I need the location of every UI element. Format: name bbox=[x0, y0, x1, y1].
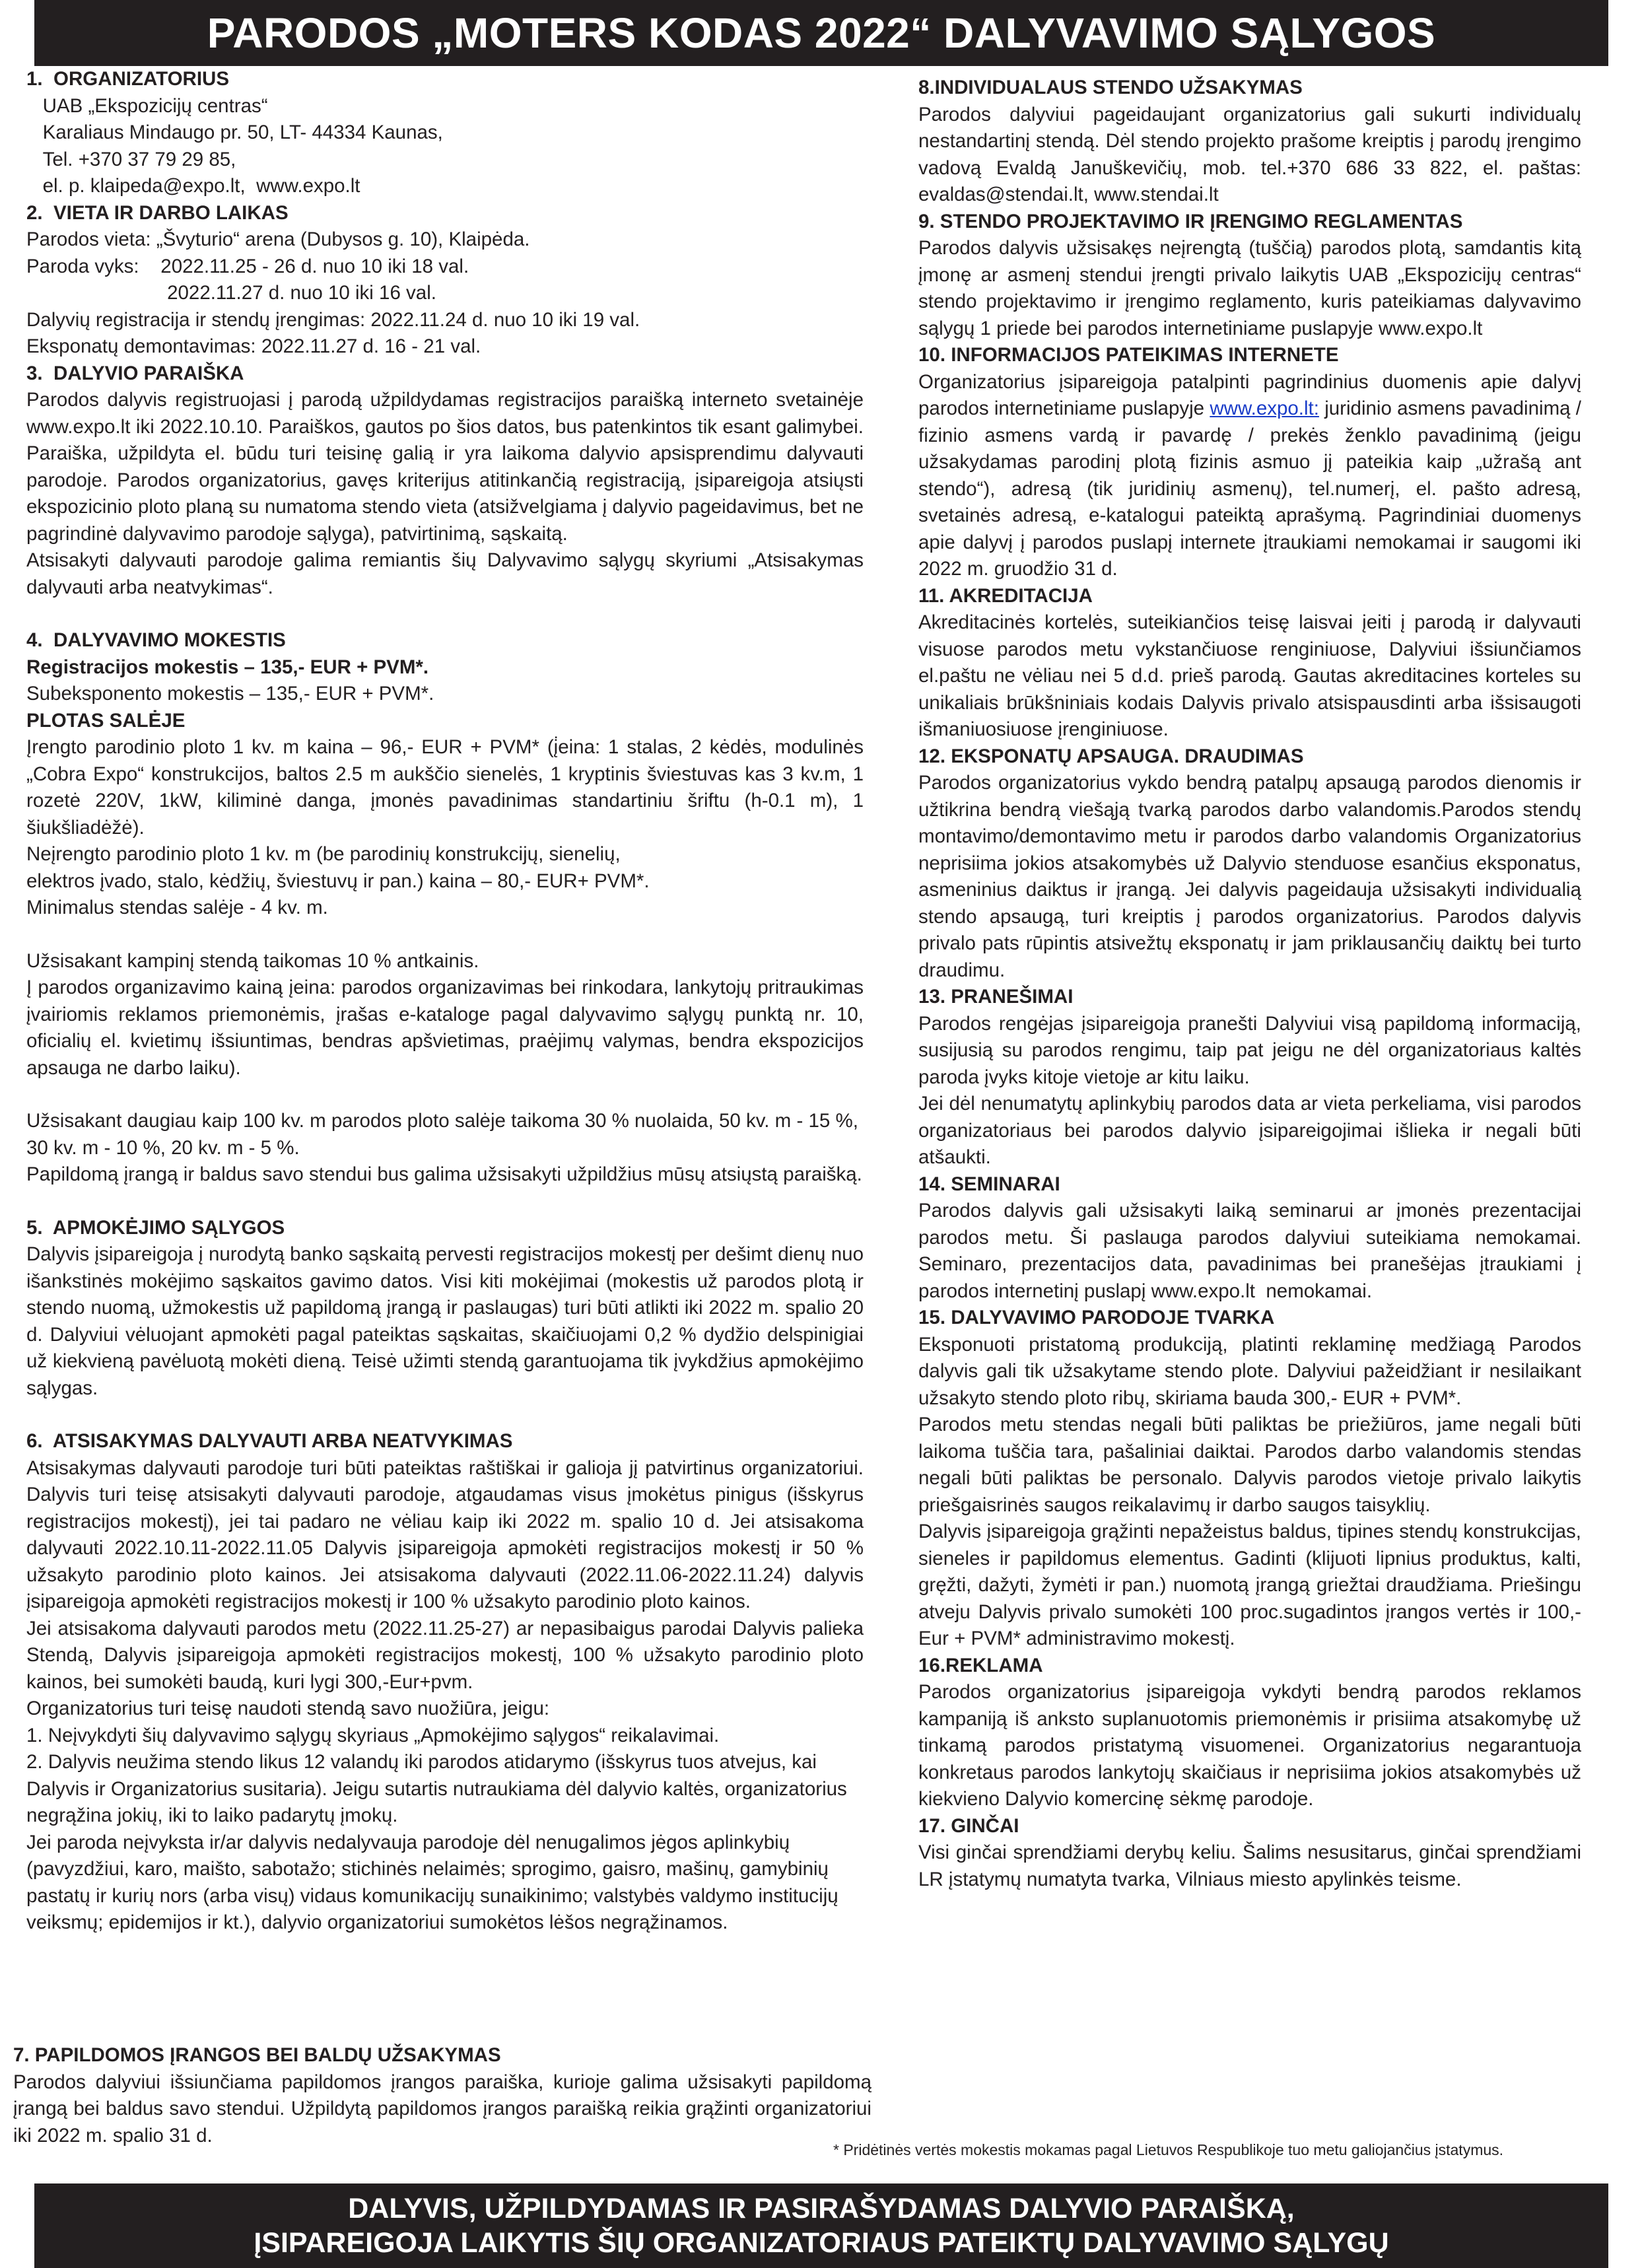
paragraph-text: Organizatorius įsipareigoja patalpinti pagrindinius duomenis apie dalyvį parodos internetiniame puslapyje bbox=[918, 370, 1587, 419]
paragraph-text: elektros įvado, stalo, kėdžių, šviestuvų ir pan.) kaina – 80,- EUR+ PVM*. bbox=[26, 870, 650, 892]
bottom-banner-line-2: ĮSIPAREIGOJA LAIKYTIS ŠIŲ ORGANIZATORIAUS PATEIKTŲ DALYVAVIMO SĄLYGŲ bbox=[254, 2227, 1389, 2259]
paragraph-text: 3. DALYVIO PARAIŠKA bbox=[26, 362, 244, 384]
paragraph-text: Subeksponento mokestis – 135,- EUR + PVM*. bbox=[26, 683, 434, 704]
paragraph bbox=[918, 102, 1587, 209]
bottom-banner-line-1: DALYVIS, UŽPILDYDAMAS IR PASIRAŠYDAMAS DALYVIO PARAIŠKĄ, bbox=[348, 2193, 1295, 2224]
section-7-body: Parodos dalyviui išsiunčiama papildomos įrangos paraiška, kurioje galima užsisakyti papildomą įrangą bei baldus savo stendui. Užpildytą papildomos įrangos paraišką reikia grąžinti organizatoriui iki 2022 m. spalio 31 d. bbox=[13, 2071, 877, 2147]
section-heading bbox=[918, 1305, 1581, 1332]
paragraph bbox=[26, 93, 864, 120]
paragraph bbox=[918, 369, 1587, 583]
paragraph-text: Jei dėl nenumatytų aplinkybių parodos data ar vieta perkeliama, visi parodos organizatoriaus bei parodos dalyvio įsipareigojimai išlieka ir negali būti atšaukti. bbox=[918, 1093, 1587, 1168]
paragraph-text: 16.REKLAMA bbox=[918, 1654, 1043, 1676]
paragraph-text: Parodos vieta: „Švyturio“ arena (Dubysos g. 10), Klaipėda. bbox=[26, 228, 530, 250]
paragraph bbox=[26, 254, 864, 281]
paragraph-text: Parodos dalyviui pageidaujant organizatorius gali sukurti individualų nestandartinį stendą. Dėl stendo projekto prašome kreiptis į parodų įrengimo vadovą Evaldą Januškevičių, mob. tel.+370 686 33 822, el. paštas: evaldas@stendai.lt, www.stendai.lt bbox=[918, 103, 1587, 205]
paragraph-text: 8.INDIVIDUALAUS STENDO UŽSAKYMAS bbox=[918, 77, 1303, 98]
paragraph-text: 2. VIETA IR DARBO LAIKAS bbox=[26, 201, 289, 224]
paragraph-text: UAB „Ekspozicijų centras“ bbox=[26, 94, 268, 117]
paragraph-text: Parodos metu stendas negali būti paliktas be priežiūros, jame negali būti laikoma tuščia tara, pašaliniai daiktai. Parodos darbo valandomis stendas negali būti paliktas be personalo. Dalyvis parodos vietoje privalo laikytis priešgaisrinės saugos reikalavimų ir darbo saugos taisyklių. bbox=[918, 1414, 1587, 1516]
paragraph-text: PLOTAS SALĖJE bbox=[26, 709, 186, 732]
paragraph bbox=[918, 1198, 1587, 1305]
paragraph-text: Atsisakymas dalyvauti parodoje turi būti pateiktas raštiškai ir galioja jį patvirtinus organizatoriui. Dalyvis turi teisę atsisakyti dalyvauti parodoje, atgaudamas visus įmokėtus pinigus (išskyrus registracijos mokestį), jei tai padaro ne vėliau kaip iki 2022 m. spalio 10 d. Jei atsisakoma dalyvauti 2022.10.11-2022.11.05 Dalyvis įsipareigoja apmokėti registracijos mokestį ir 50 % užsakyto parodinio ploto kainos. Jei atsisakoma dalyvauti (2022.11.06-2022.11.24) dalyvis įsipareigoja apmokėti registracijos mokestį ir 100 % užsakyto parodinio ploto kainos. bbox=[26, 1457, 870, 1612]
section-heading bbox=[26, 627, 864, 654]
bottom-banner bbox=[34, 2183, 1608, 2268]
paragraph-text: 2022.11.27 d. nuo 10 iki 16 val. bbox=[26, 282, 436, 304]
section-heading bbox=[918, 1813, 1581, 1840]
paragraph bbox=[26, 547, 870, 601]
section-heading bbox=[26, 200, 864, 227]
paragraph-text: Tel. +370 37 79 29 85, bbox=[26, 148, 236, 170]
section-heading bbox=[26, 654, 864, 681]
paragraph bbox=[26, 333, 864, 361]
paragraph bbox=[26, 681, 864, 708]
paragraph bbox=[26, 895, 864, 922]
paragraph bbox=[26, 1616, 870, 1696]
paragraph-text: Dalyvis įsipareigoja grąžinti nepažeistus baldus, tipines stendų konstrukcijas, sieneles ir papildomus elementus. Gadinti (klijuoti lipnius produktus, kalti, gręžti, dažyti, žymėti ir pan.) nuomotą įrangą griežtai draudžiama. Priešingu atveju Dalyvis privalo sumokėti 100 proc.sugadintos įrangos vertės ir 100,- Eur + PVM* administravimo mokestį. bbox=[918, 1521, 1587, 1649]
section-heading bbox=[918, 1653, 1581, 1680]
section-heading bbox=[26, 1428, 864, 1455]
website-link[interactable]: www.expo.lt: bbox=[1210, 397, 1319, 419]
section-heading bbox=[918, 984, 1581, 1011]
paragraph-text: Minimalus stendas salėje - 4 kv. m. bbox=[26, 897, 328, 918]
section-heading bbox=[918, 209, 1581, 236]
paragraph-text: Parodos organizatorius vykdo bendrą patalpų apsaugą parodos dienomis ir užtikrina bendrą viešąją tvarką parodos darbo valandomis.Parodos stendų montavimo/demontavimo metu ir parodos darbo valandomis Organizatorius neprisiima jokios atsakomybės už Dalyvio stenduose esančius eksponatus, asmeninius daiktus ir įrangą. Jei dalyvis pageidauja užsisakyti individualią stendo apsaugą, turi kreiptis į parodos organizatorius. Parodos dalyvis privalo pats rūpintis atsivežtų eksponatų ir jam priklausančių daiktų bei turto draudimu. bbox=[918, 772, 1587, 981]
paragraph bbox=[918, 770, 1587, 984]
paragraph bbox=[918, 1091, 1587, 1171]
paragraph bbox=[26, 1696, 864, 1723]
paragraph bbox=[26, 1749, 864, 1830]
paragraph-text: Organizatorius turi teisę naudoti stendą savo nuožiūra, jeigu: bbox=[26, 1698, 550, 1719]
paragraph-text: 5. APMOKĖJIMO SĄLYGOS bbox=[26, 1216, 285, 1239]
paragraph bbox=[26, 1830, 864, 1937]
vat-footnote: * Pridėtinės vertės mokestis mokamas pagal Lietuvos Respublikoje tuo metu galiojančius įstatymus. bbox=[833, 2141, 1504, 2158]
paragraph-text: Atsisakyti dalyvauti parodoje galima remiantis šių Dalyvavimo sąlygų skyriumi „Atsisakymas dalyvauti arba neatvykimas“. bbox=[26, 549, 870, 598]
paragraph-text: Į parodos organizavimo kainą įeina: parodos organizavimas bei rinkodara, lankytojų pritraukimas įvairiomis reklamos priemonėmis, įrašas e-kataloge pagal dalyvavimo sąlygų punktą nr. 10, oficialių el. kvietimų išsiuntimas, bendras apšvietimas, praėjimų valymas, bendra ekspozicijos apsauga ne darbo laiku). bbox=[26, 977, 870, 1079]
paragraph-text: Parodos dalyvis gali užsisakyti laiką seminarui ar įmonės prezentacijai parodos metu. Ši paslauga parodos dalyviui suteikiama nemokamai. Seminaro, prezentacijos data, pavadinimas bei pranešėjas įtraukiami į parodos internetinį puslapį www.expo.lt nemokamai. bbox=[918, 1200, 1587, 1302]
section-heading bbox=[26, 708, 864, 735]
paragraph-text: Įrengto parodinio ploto 1 kv. m kaina – 96,- EUR + PVM* (į̇eina: 1 stalas, 2 kėdės, modulinės „Cobra Expo“ konstrukcijos, baltos 2.5 m aukščio sienelės, 1 kryptinis šviestuvas kas 3 kv.m, 1 rozetė 220V, 1kW, kiliminė danga, įmonės pavadinimas standartiniu šriftu (h-0.1 m), 1 šiukšliadėžė). bbox=[26, 736, 870, 839]
paragraph bbox=[918, 1679, 1587, 1813]
paragraph bbox=[26, 307, 864, 334]
paragraph-text: 17. GINČAI bbox=[918, 1814, 1019, 1837]
paragraph-text: 14. SEMINARAI bbox=[918, 1173, 1060, 1195]
paragraph-text: 9. STENDO PROJEKTAVIMO IR ĮRENGIMO REGLAMENTAS bbox=[918, 210, 1463, 232]
paragraph bbox=[26, 1723, 864, 1750]
paragraph-text: el. p. klaipeda@expo.lt, www.expo.lt bbox=[26, 175, 360, 197]
paragraph-text: Akreditacinės kortelės, suteikiančios teisę laisvai įeiti į parodą ir dalyvauti visuose parodos metu vykstančiuose renginiuose, Dalyviui išsiunčiamos el.paštu ne vėliau nei 5 d.d. prieš parodą. Gautas akreditacines korteles su unikaliais brūkšniniais kodais Dalyvis privalo atsispausdinti arba išsisaugoti išmaniuosiuose įrenginiuose. bbox=[918, 611, 1587, 740]
spacer bbox=[26, 1402, 864, 1428]
spacer bbox=[26, 1188, 864, 1215]
paragraph bbox=[26, 868, 864, 895]
paragraph bbox=[26, 173, 864, 200]
paragraph-text: 2. Dalyvis neužima stendo likus 12 valandų iki parodos atidarymo (išskyrus tuos atvejus, kai Dalyvis ir Organizatorius susitaria). Jeigu sutartis nutraukiama dėl dalyvio kaltės, organizatorius negrąžina jokių, iki to laiko padarytų įmokų. bbox=[26, 1751, 853, 1826]
section-heading bbox=[918, 1171, 1581, 1198]
paragraph bbox=[918, 1839, 1587, 1893]
paragraph-text: Užsisakant kampinį stendą taikomas 10 % antkainis. bbox=[26, 949, 479, 972]
section-heading bbox=[918, 75, 1581, 102]
paragraph bbox=[26, 975, 870, 1082]
paragraph bbox=[26, 1108, 864, 1161]
spacer bbox=[26, 601, 864, 627]
paragraph bbox=[918, 1011, 1587, 1091]
paragraph-text: 11. AKREDITACIJA bbox=[918, 584, 1093, 607]
page-title: PARODOS „MOTERS KODAS 2022“ DALYVAVIMO SĄLYGOS bbox=[34, 0, 1608, 66]
paragraph bbox=[918, 1519, 1587, 1653]
paragraph-text: Jei paroda neįvyksta ir/ar dalyvis nedalyvauja parodoje dėl nenugalimos jėgos aplinkybių (pavyzdžiui, karo, maišto, sabotažo; stichinės nelaimės; sprogimo, gaisro, mašinų, gamybinių pastatų ir kurių nors (arba visų) vidaus komunikacijų sunaikinimo; valstybės valdymo institucijų veiksmų; epidemijos ir kt.), dalyvio organizatoriui sumokėtos lėšos negrąžinamos. bbox=[26, 1831, 844, 1933]
paragraph-text: Parodos dalyvis registruojasi į parodą užpildydamas registracijos paraišką interneto svetainėje www.expo.lt iki 2022.10.10. Paraiškos, gautos po šios datos, bus patenkintos tik esant galimybei. Paraiška, užpildyta el. būdu turi teisinę galią ir yra laikoma dalyvio apsisprendimu dalyvauti parodoje. Parodos organizatorius, gavęs kriterijus atitinkančią registraciją, įsipareigoja atsiųsti ekspozicinio ploto planą su numatoma stendo vieta (atsižvelgiama į dalyvio pageidavimus, bet ne pagrindinė dalyvavimo parodoje sąlyga), patvirtinimą, sąskaitą. bbox=[26, 389, 870, 545]
spacer bbox=[26, 922, 864, 948]
paragraph-text: 6. ATSISAKYMAS DALYVAUTI ARBA NEATVYKIMAS bbox=[26, 1430, 513, 1452]
paragraph bbox=[26, 841, 864, 868]
paragraph-text: Karaliaus Mindaugo pr. 50, LT- 44334 Kaunas, bbox=[26, 121, 443, 143]
paragraph-text: Paroda vyks: 2022.11.25 - 26 d. nuo 10 iki 18 val. bbox=[26, 255, 469, 277]
paragraph-text: 1. ORGANIZATORIUS bbox=[26, 68, 230, 90]
paragraph-text: Neįrengto parodinio ploto 1 kv. m (be parodinių konstrukcijų, sienelių, bbox=[26, 843, 621, 865]
section-7-heading: 7. PAPILDOMOS ĮRANGOS BEI BALDŲ UŽSAKYMAS bbox=[13, 2044, 501, 2066]
paragraph-text: Visi ginčai sprendžiami derybų keliu. Šalims nesusitarus, ginčai sprendžiami LR įstatymų numatyta tvarka, Vilniaus miesto apylinkės teisme. bbox=[918, 1841, 1587, 1890]
paragraph-text: 1. Neįvykdyti šių dalyvavimo sąlygų skyriaus „Apmokėjimo sąlygos“ reikalavimai. bbox=[26, 1724, 720, 1746]
paragraph-text: Papildomą įrangą ir baldus savo stendui bus galima užsisakyti užpildžius mūsų atsiųstą paraišką. bbox=[26, 1163, 862, 1185]
paragraph-text: Užsisakant daugiau kaip 100 kv. m parodos ploto salėje taikoma 30 % nuolaida, 50 kv. m - 15 %, 30 kv. m - 10 %, 20 kv. m - 5 %. bbox=[26, 1110, 864, 1159]
section-heading bbox=[918, 583, 1581, 610]
paragraph-text: 4. DALYVAVIMO MOKESTIS bbox=[26, 629, 286, 651]
section-heading bbox=[26, 1215, 864, 1242]
paragraph-text: 13. PRANEŠIMAI bbox=[918, 986, 1074, 1008]
paragraph bbox=[918, 1412, 1587, 1519]
paragraph-text: Dalyvių registracija ir stendų įrengimas: 2022.11.24 d. nuo 10 iki 19 val. bbox=[26, 308, 640, 331]
paragraph-text: Parodos dalyvis užsisakęs neįrengtą (tuščią) parodos plotą, samdantis kitą įmonę ar asmenį stendui įrengti privalo laikytis UAB „Ekspozicijų centras“ stendo projektavimo ir įrengimo reglamento, kuris pateikiamas dalyvavimo sąlygų 1 priede bei parodos internetiniame puslapyje www.expo.lt bbox=[918, 237, 1587, 339]
spacer bbox=[26, 1082, 864, 1108]
paragraph bbox=[26, 120, 864, 147]
section-heading bbox=[918, 342, 1581, 369]
paragraph-text: Eksponuoti pristatomą produkciją, platinti reklaminę medžiagą Parodos dalyvis gali tik užsakytame stendo plote. Dalyviui pažeidžiant ir nesilaikant užsakyto stendo ploto ribų, skiriama bauda 300,- EUR + PVM*. bbox=[918, 1333, 1587, 1409]
right-column bbox=[918, 75, 1587, 1893]
section-heading bbox=[26, 361, 864, 388]
section-heading bbox=[918, 743, 1581, 771]
paragraph bbox=[26, 1241, 870, 1402]
left-column bbox=[26, 66, 870, 1937]
paragraph bbox=[26, 1455, 870, 1616]
paragraph bbox=[26, 226, 864, 254]
paragraph bbox=[918, 235, 1587, 342]
paragraph bbox=[26, 948, 864, 975]
paragraph bbox=[26, 280, 864, 307]
paragraph bbox=[918, 609, 1587, 743]
paragraph-text: 15. DALYVAVIMO PARODOJE TVARKA bbox=[918, 1307, 1275, 1328]
paragraph-text: 10. INFORMACIJOS PATEIKIMAS INTERNETE bbox=[918, 344, 1339, 366]
paragraph bbox=[26, 734, 870, 841]
paragraph bbox=[26, 147, 864, 174]
section-7 bbox=[13, 2042, 877, 2149]
paragraph-text: Eksponatų demontavimas: 2022.11.27 d. 16 - 21 val. bbox=[26, 335, 481, 357]
paragraph-text: 12. EKSPONATŲ APSAUGA. DRAUDIMAS bbox=[918, 745, 1304, 767]
paragraph-text: Dalyvis įsipareigoja į nurodytą banko sąskaitą pervesti registracijos mokestį per dešimt dienų nuo išankstinės mokėjimo sąskaitos gavimo datos. Visi kiti mokėjimai (mokestis už parodos plotą ir stendo nuomą, užmokestis už papildomą įrangą ir paslaugas) turi būti atlikti iki 2022 m. spalio 20 d. Dalyviui vėluojant apmokėti pagal pateiktas sąskaitas, skaičiuojami 0,2 % dydžio delspinigiai už kiekvieną pavėluotą mokėti dieną. Teisė užimti stendą garantuojama tik įvykdžius apmokėjimo sąlygas. bbox=[26, 1243, 870, 1399]
paragraph bbox=[918, 1332, 1587, 1412]
paragraph-text-continued: juridinio asmens pavadinimą / fizinio asmens vardą ir pavardę / prekės ženklo pavadinimą (jeigu užsakydamas parodinį plotą fizinis asmuo jį pateikia kaip „užrašą ant stendo“), adresą (tik juridinių asmenų), tel.numerį, el. pašto adresą, svetainės adresą, e-katalogui pateiktą aprašymą. Pagrindiniai duomenys apie dalyvį į parodos puslapį internete įtraukiami nemokamai ir saugomi iki 2022 m. gruodžio 31 d. bbox=[918, 397, 1587, 580]
paragraph-text: Jei atsisakoma dalyvauti parodos metu (2022.11.25-27) ar nepasibaigus parodai Dalyvis palieka Stendą, Dalyvis įsipareigoja apmokėti registracijos mokestį, 100 % užsakyto parodinio ploto kainos, bei sumokėti baudą, kuri lygi 300,-Eur+pvm. bbox=[26, 1617, 870, 1693]
paragraph-text: Parodos organizatorius įsipareigoja vykdyti bendrą parodos reklamos kampaniją iš anksto suplanuotomis priemonėmis ir prisiima atsakomybę už tinkamą parodos pristatymą visuomenei. Organizatorius negarantuoja konkretaus parodos lankytojų skaičiaus ir neprisiima jokios atsakomybės už kiekvieno Dalyvio komercinę sėkmę parodoje. bbox=[918, 1681, 1587, 1810]
section-heading bbox=[26, 66, 864, 93]
paragraph-text: Parodos rengėjas įsipareigoja pranešti Dalyviui visą papildomą informaciją, susijusią su parodos rengimu, taip pat jeigu ne dėl organizatoriaus kaltės paroda įvyks kitoje vietoje ar kitu laiku. bbox=[918, 1012, 1587, 1088]
paragraph bbox=[26, 387, 870, 547]
paragraph bbox=[26, 1161, 864, 1188]
paragraph-text: Registracijos mokestis – 135,- EUR + PVM*. bbox=[26, 656, 429, 678]
